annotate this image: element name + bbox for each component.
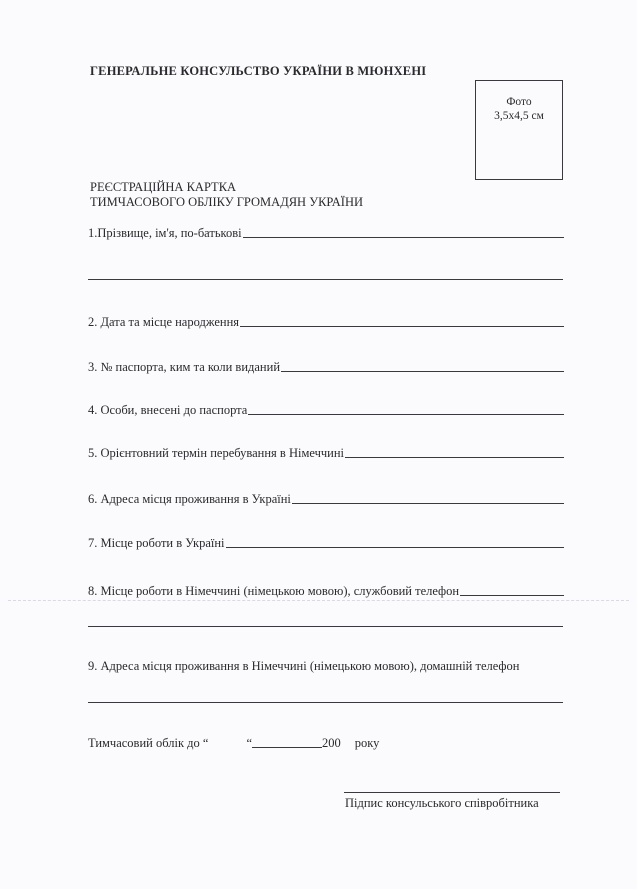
field-ukraine-address-line[interactable] <box>292 503 564 504</box>
field-ukraine-work-label: 7. Місце роботи в Україні <box>88 536 225 550</box>
field-germany-work-line-2[interactable] <box>88 626 563 627</box>
card-title-line1: РЕЄСТРАЦІЙНА КАРТКА <box>90 180 237 194</box>
card-title <box>90 180 363 210</box>
field-ukraine-work <box>88 533 564 551</box>
field-persons-line[interactable] <box>248 414 564 415</box>
field-full-name-label: 1.Прізвище, ім'я, по-батькові <box>88 226 242 240</box>
field-birth-line[interactable] <box>240 326 564 327</box>
field-persons <box>88 400 564 418</box>
temporary-open-quote: “ <box>246 736 253 750</box>
field-germany-address-line[interactable] <box>88 702 563 703</box>
field-stay-term-line[interactable] <box>345 457 564 458</box>
field-germany-address <box>88 656 564 674</box>
field-persons-label: 4. Особи, внесені до паспорта <box>88 403 248 417</box>
photo-box <box>475 80 563 180</box>
temporary-registration <box>88 733 379 751</box>
field-passport-line[interactable] <box>281 371 564 372</box>
field-germany-work-label: 8. Місце роботи в Німеччині (німецькою мовою), службовий телефон <box>88 584 460 598</box>
field-full-name <box>88 223 564 241</box>
photo-size: 3,5х4,5 см <box>494 110 544 122</box>
signature-label: Підпис консульського співробітника <box>345 796 539 810</box>
field-ukraine-address <box>88 489 564 507</box>
field-stay-term-label: 5. Орієнтовний термін перебування в Німеччині <box>88 446 345 460</box>
field-germany-address-label: 9. Адреса місця проживання в Німеччині (німецькою мовою), домашній телефон <box>88 659 520 673</box>
card-title-line2: ТИМЧАСОВОГО ОБЛІКУ ГРОМАДЯН УКРАЇНИ <box>90 195 363 209</box>
temporary-label: Тимчасовий облік до “ <box>88 736 209 750</box>
field-passport-label: 3. № паспорта, ким та коли виданий <box>88 360 281 374</box>
field-birth <box>88 312 564 330</box>
field-full-name-line[interactable] <box>243 237 564 238</box>
field-full-name-line-2[interactable] <box>88 279 563 280</box>
signature-line[interactable] <box>344 792 560 793</box>
field-ukraine-work-line[interactable] <box>226 547 564 548</box>
temporary-year-prefix: 200 <box>322 736 341 750</box>
field-germany-work-phone-line[interactable] <box>460 595 564 596</box>
field-birth-label: 2. Дата та місце народження <box>88 315 240 329</box>
paper-fold-line <box>8 600 629 602</box>
temporary-year-word: року <box>354 736 380 750</box>
field-germany-work <box>88 581 564 599</box>
temporary-month-line[interactable] <box>252 747 322 748</box>
field-ukraine-address-label: 6. Адреса місця проживання в Україні <box>88 492 291 506</box>
field-passport <box>88 357 564 375</box>
photo-label: Фото <box>506 96 532 108</box>
field-stay-term <box>88 443 564 461</box>
consulate-title: ГЕНЕРАЛЬНЕ КОНСУЛЬСТВО УКРАЇНИ В МЮНХЕНІ <box>90 64 427 78</box>
